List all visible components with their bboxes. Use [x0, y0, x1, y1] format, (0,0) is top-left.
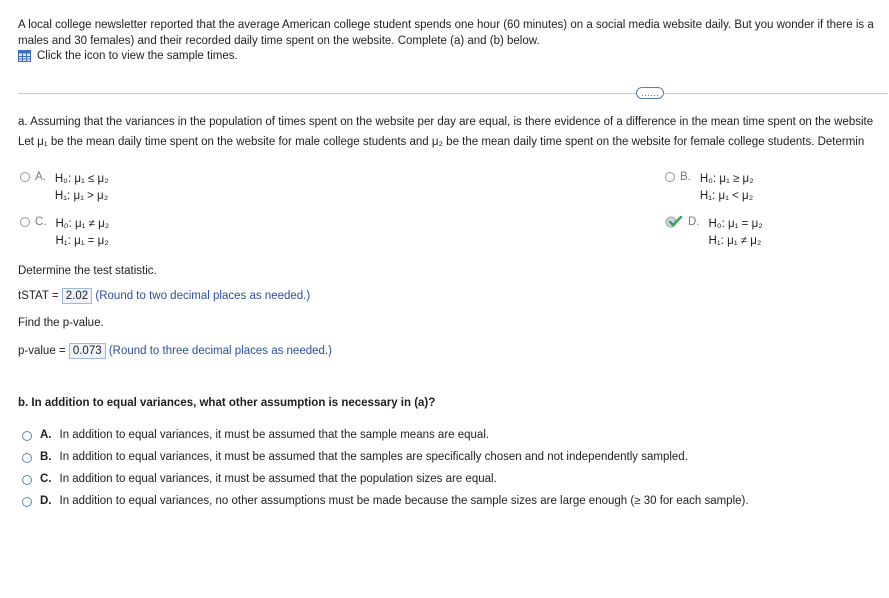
option-a-h0: H₀: μ₁ ≤ μ₂	[54, 173, 109, 185]
sample-times-link[interactable]	[18, 50, 238, 62]
radio-c[interactable]	[20, 217, 30, 227]
assumption-c-text: In addition to equal variances, it must be assumed that the population sizes are equal.	[59, 473, 497, 485]
option-c-letter: C.	[35, 216, 47, 228]
radio-b-c[interactable]	[22, 475, 32, 485]
option-c-h0: H₀: μ₁ ≠ μ₂	[55, 218, 110, 230]
hypothesis-option-a[interactable]	[20, 171, 109, 205]
part-b-question: b. In addition to equal variances, what other assumption is necessary in (a)?	[18, 397, 436, 409]
hypothesis-option-c[interactable]	[20, 216, 109, 250]
tstat-row	[18, 288, 310, 304]
option-b-letter: B.	[680, 171, 691, 183]
section-divider	[18, 93, 888, 94]
option-c-h1: H₁: μ₁ = μ₂	[55, 235, 109, 247]
table-grid-icon[interactable]	[18, 50, 31, 62]
radio-b-b[interactable]	[22, 453, 32, 463]
option-a-letter: A.	[35, 171, 46, 183]
tstat-equals: =	[51, 290, 59, 302]
assumption-d-letter: D.	[40, 495, 52, 507]
radio-a[interactable]	[20, 172, 30, 182]
intro-line-1: A local college newsletter reported that the average American college student spends one hour (60 minutes) on a social media website daily. But you wonder if there is a	[18, 19, 874, 31]
part-a-let-line: Let μ₁ be the mean daily time spent on the website for male college students and μ₂ be the mean daily time spent on the website for female college students. Determin	[18, 136, 865, 148]
tstat-hint: (Round to two decimal places as needed.)	[95, 290, 311, 302]
option-b-h0: H₀: μ₁ ≥ μ₂	[699, 173, 754, 185]
assumption-a-text: In addition to equal variances, it must be assumed that the sample means are equal.	[59, 429, 490, 441]
option-a-h1: H₁: μ₁ > μ₂	[54, 190, 109, 202]
problem-intro	[18, 17, 874, 49]
tstat-answer-field[interactable]: 2.02	[62, 288, 92, 304]
hypothesis-option-d[interactable]	[665, 216, 763, 250]
hypothesis-option-b[interactable]	[665, 171, 754, 205]
assumption-option-d[interactable]	[22, 495, 749, 507]
assumption-option-b[interactable]	[22, 451, 688, 463]
assumption-a-letter: A.	[40, 429, 52, 441]
sample-times-text[interactable]: Click the icon to view the sample times.	[37, 50, 238, 62]
option-d-h1: H₁: μ₁ ≠ μ₂	[708, 235, 762, 247]
test-stat-prompt: Determine the test statistic.	[18, 265, 157, 277]
radio-b[interactable]	[665, 172, 675, 182]
intro-line-2: males and 30 females) and their recorded daily time spent on the website. Complete (a) and (b) below.	[18, 35, 540, 47]
radio-b-a[interactable]	[22, 431, 32, 441]
assumption-option-a[interactable]	[22, 429, 489, 441]
pvalue-answer-field[interactable]: 0.073	[69, 343, 106, 359]
assumption-option-c[interactable]	[22, 473, 497, 485]
expand-more-button[interactable]: ……	[636, 87, 664, 99]
part-a-question: a. Assuming that the variances in the population of times spent on the website per day are equal, is there evidence of a difference in the mean time spent on the website	[18, 116, 874, 128]
assumption-c-letter: C.	[40, 473, 52, 485]
radio-b-d[interactable]	[22, 497, 32, 507]
pvalue-row	[18, 343, 332, 359]
assumption-d-text: In addition to equal variances, no other assumptions must be made because the sample sizes are large enough (≥ 30 for each sample).	[59, 495, 749, 507]
option-d-h0: H₀: μ₁ = μ₂	[708, 218, 763, 230]
pvalue-label: p-value =	[18, 345, 66, 357]
assumption-b-text: In addition to equal variances, it must be assumed that the samples are specifically chosen and not independently sampled.	[59, 451, 688, 463]
option-d-letter: D.	[688, 216, 700, 228]
option-b-h1: H₁: μ₁ < μ₂	[699, 190, 754, 202]
pvalue-hint: (Round to three decimal places as needed.)	[108, 345, 332, 357]
pvalue-prompt: Find the p-value.	[18, 317, 104, 329]
correct-check-icon[interactable]	[665, 216, 683, 228]
assumption-b-letter: B.	[40, 451, 52, 463]
tstat-label: tSTAT	[18, 290, 49, 302]
